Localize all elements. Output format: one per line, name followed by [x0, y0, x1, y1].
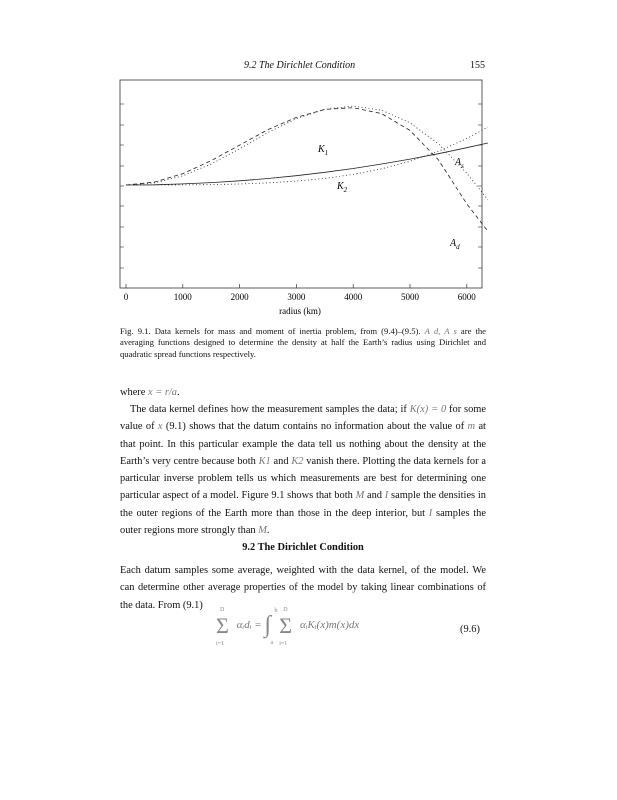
sum2-upper-limit: D — [283, 606, 288, 613]
x-tick-label: 3000 — [287, 292, 306, 302]
tick-marks — [120, 104, 482, 288]
p2-sym-6: M — [355, 490, 365, 502]
x-axis-label: radius (km) — [279, 306, 321, 316]
series-as — [126, 106, 488, 200]
p2-text-i: samples the outer regions more strongly than — [120, 507, 486, 537]
sum-symbol: Σ — [216, 612, 229, 638]
p2-text-d: at that point. In this particular example the data tell us nothing about the density at the Earth’s very centre because both — [120, 421, 486, 467]
paragraph-kernel — [120, 401, 486, 539]
paragraph-where — [120, 384, 486, 401]
label-as: $A_s$ — [455, 157, 464, 170]
p2-text-j: . — [266, 525, 270, 537]
where-period: . — [176, 387, 180, 398]
integral-symbol: ∫ — [264, 612, 272, 638]
x-tick-label: 1000 — [173, 292, 192, 302]
caption-prefix: Fig. 9.1. — [120, 326, 151, 336]
kernel-curves — [126, 106, 488, 231]
caption-text-a: Data kernels for mass and moment of inertia problem, from (9.4)–(9.5). — [154, 326, 421, 336]
label-k1: $K_1$ — [318, 144, 329, 157]
p2-sym-2: x — [157, 421, 163, 433]
x-tick-label: 4000 — [344, 292, 363, 302]
equation-number: (9.6) — [460, 624, 480, 635]
label-ad: $A_d$ — [450, 238, 460, 251]
equation-right: αᵢKᵢ(x)m(x)dx — [299, 619, 360, 632]
series-k1 — [126, 143, 488, 185]
x-tick-label: 6000 — [457, 292, 476, 302]
paragraph-dirichlet: Each datum samples some average, weighted with the data kernel, of the model. We can determine other average properties of the model by taking linear combinations of the data. From (9.1) — [120, 565, 486, 611]
p2-text-c: (9.1) shows that the datum contains no information about the value of — [165, 421, 465, 433]
p2-sym-1: K(x) = 0 — [409, 404, 447, 415]
p2-sym-8: I — [428, 507, 433, 519]
kernel-figure — [0, 0, 617, 330]
where-text: where — [120, 387, 146, 398]
sum-upper-limit: D — [220, 606, 225, 613]
x-tick-label: 0 — [123, 292, 129, 302]
p2-text-f: vanish there. Plotting the data kernels for a particular inverse problem tells us which measurements are best for determining one particular aspect of a model. Figure 9.1 shows that both — [120, 455, 486, 502]
where-symbol: x = r/a — [148, 387, 177, 398]
p2-text-h: sample the densities in the outer regions of the Earth more than those in the deep interior, but — [120, 490, 486, 519]
p2-text-a: The data kernel defines how the measurement samples the data; if — [130, 404, 407, 415]
caption-text-b: are the averaging functions designed to determine the density at half the Earth’s radius using Dirichlet and quadratic spread functions respectively. — [120, 326, 486, 359]
p2-sym-9: M — [258, 525, 267, 537]
equation-9-6 — [216, 606, 360, 647]
p2-text-e: and — [273, 455, 289, 467]
running-header: 9.2 The Dirichlet Condition — [244, 60, 356, 71]
figure-caption — [120, 326, 486, 360]
equation-left: αᵢdᵢ = — [236, 619, 262, 632]
x-tick-labels — [124, 292, 477, 302]
integral-lower-limit: a — [270, 640, 274, 646]
sum2-lower-limit: i=1 — [279, 640, 288, 647]
p2-sym-5: K2 — [291, 455, 304, 467]
integral-upper-limit: b — [274, 608, 278, 614]
sum-lower-limit: i=1 — [216, 640, 225, 647]
p2-text-b: for some value of — [120, 404, 486, 433]
sum-symbol-2: Σ — [279, 612, 292, 638]
page-number: 155 — [470, 60, 485, 71]
label-k2: $K_2$ — [337, 181, 348, 194]
p2-sym-7: I — [384, 490, 389, 502]
series-k2 — [126, 127, 488, 185]
x-tick-label: 2000 — [230, 292, 249, 302]
p2-text-g: and — [367, 490, 383, 502]
section-heading: 9.2 The Dirichlet Condition — [242, 542, 364, 553]
p2-sym-3: m — [467, 421, 476, 433]
p2-sym-4: K1 — [258, 455, 271, 467]
caption-symbols: A d, A s — [424, 326, 457, 336]
x-tick-label: 5000 — [401, 292, 419, 302]
series-ad — [126, 108, 488, 232]
